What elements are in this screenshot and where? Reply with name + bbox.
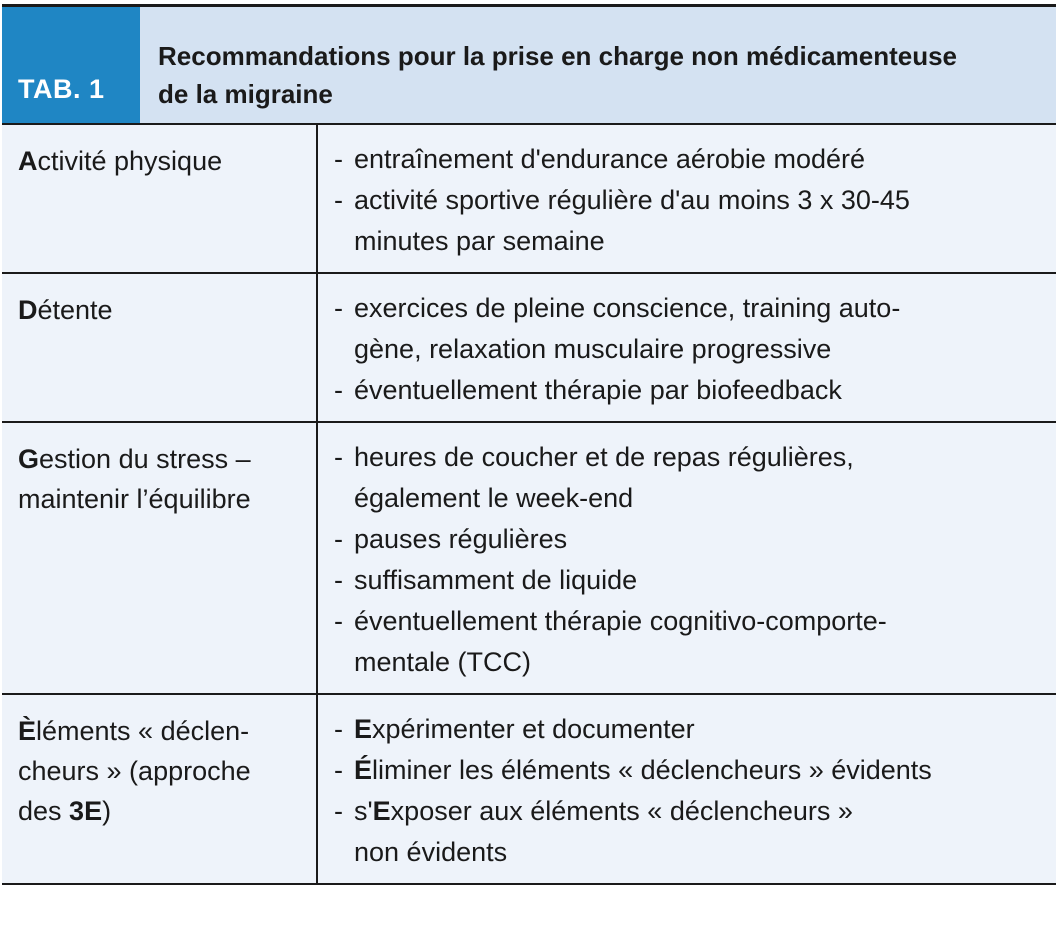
list-item: - heures de coucher et de repas régulières, également le week-end	[334, 442, 854, 513]
list-item: - Éliminer les éléments « déclencheurs » évidents	[334, 755, 932, 785]
table-title	[140, 7, 1056, 123]
list-item: - Expérimenter et documenter	[334, 714, 695, 744]
row-key	[2, 423, 318, 693]
table-title-line-2: de la migraine	[158, 79, 333, 109]
table-header	[2, 7, 1056, 125]
row-items	[318, 423, 1056, 693]
key-initial: G	[18, 444, 40, 474]
list-item: - éventuellement thérapie par biofeedback	[334, 375, 842, 405]
key-initial: È	[18, 716, 37, 746]
key-line-2: cheurs » (approche	[18, 756, 251, 786]
row-key	[2, 695, 318, 883]
list-item: - éventuellement thérapie cognitivo-comporte- mentale (TCC)	[334, 606, 887, 677]
table-row-activite-physique	[2, 125, 1056, 274]
row-items	[318, 695, 1056, 883]
row-key	[2, 274, 318, 421]
key-rest: estion du stress –	[39, 444, 251, 474]
row-items	[318, 274, 1056, 421]
list-item: - activité sportive régulière d'au moins 3 x 30-45 minutes par semaine	[334, 185, 910, 256]
key-initial: D	[18, 295, 38, 325]
key-rest: ctivité physique	[37, 146, 223, 176]
list-item: - exercices de pleine conscience, training auto- gène, relaxation musculaire progressive	[334, 293, 901, 364]
list-item: - pauses régulières	[334, 524, 568, 554]
key-line-2: maintenir l’équilibre	[18, 484, 251, 514]
list-item: - suffisamment de liquide	[334, 565, 638, 595]
table-title-line-1: Recommandations pour la prise en charge non médicamenteuse	[158, 41, 957, 71]
key-rest: étente	[37, 295, 113, 325]
list-item: - entraînement d'endurance aérobie modéré	[334, 144, 865, 174]
table-row-detente	[2, 274, 1056, 423]
row-key	[2, 125, 318, 272]
key-rest: léments « déclen-	[36, 716, 250, 746]
list-item: - s'Exposer aux éléments « déclencheurs » non évidents	[334, 796, 853, 867]
key-initial: A	[18, 146, 38, 176]
tab-label: TAB. 1	[2, 7, 140, 123]
row-items	[318, 125, 1056, 272]
key-line-3: des 3E)	[18, 796, 112, 826]
recommendations-table	[2, 4, 1056, 885]
table-row-gestion-stress	[2, 423, 1056, 695]
table-row-elements-declencheurs	[2, 695, 1056, 885]
